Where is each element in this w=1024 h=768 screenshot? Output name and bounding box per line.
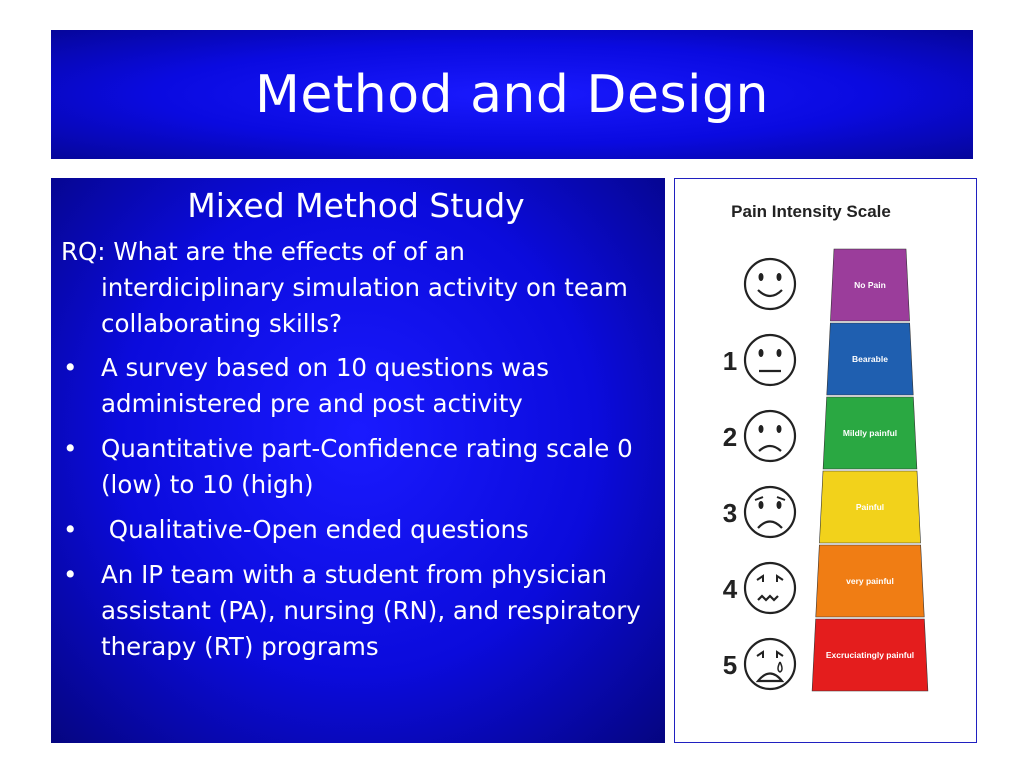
bullet-item <box>61 512 651 548</box>
title-banner <box>51 30 973 159</box>
pain-band-label: Bearable <box>852 354 888 364</box>
face-sad-icon <box>745 411 795 461</box>
pain-level-number: 3 <box>722 498 738 528</box>
bullet-item <box>61 557 651 665</box>
face-sadder-icon <box>745 487 795 537</box>
pain-band-label: Painful <box>855 502 885 512</box>
pain-band-label: Excruciatingly painful <box>825 650 915 660</box>
pain-scale-image <box>674 178 977 743</box>
pain-faces <box>723 259 795 689</box>
face-crying-icon <box>745 639 795 689</box>
face-smile-icon <box>745 259 795 309</box>
pain-band-label: very painful <box>846 576 894 586</box>
bullet-item <box>61 431 651 503</box>
pain-band-label: Mildly painful <box>842 428 898 438</box>
pain-pyramid <box>812 249 928 691</box>
slide-title: Method and Design <box>255 64 769 125</box>
bullet-item <box>61 350 651 422</box>
bullet-list <box>61 350 651 665</box>
bullet-icon: • <box>63 434 78 463</box>
face-worried-icon <box>745 563 795 613</box>
pain-level-number: 1 <box>722 346 738 376</box>
bullet-icon: • <box>63 515 78 544</box>
bullet-text: A survey based on 10 questions was administered pre and post activity <box>101 353 549 418</box>
content-panel <box>51 178 665 743</box>
pain-scale-graphic <box>675 179 976 742</box>
subtitle: Mixed Method Study <box>187 186 525 225</box>
pain-scale-title: Pain Intensity Scale <box>731 202 891 221</box>
research-question: RQ: What are the effects of of an interdiciplinary simulation activity on team collaborating skills? <box>61 237 628 338</box>
bullet-text: An IP team with a student from physician assistant (PA), nursing (RN), and respiratory therapy (RT) programs <box>101 560 641 661</box>
pain-level-number: 2 <box>722 422 738 452</box>
pain-band-label: No Pain <box>854 280 886 290</box>
face-neutral-icon <box>745 335 795 385</box>
bullet-icon: • <box>63 560 78 589</box>
bullet-text: Quantitative part-Confidence rating scale 0 (low) to 10 (high) <box>101 434 633 499</box>
bullet-icon: • <box>63 353 78 382</box>
pain-level-number: 5 <box>722 650 738 680</box>
pain-level-number: 4 <box>722 574 738 604</box>
bullet-text: Qualitative-Open ended questions <box>101 515 529 544</box>
